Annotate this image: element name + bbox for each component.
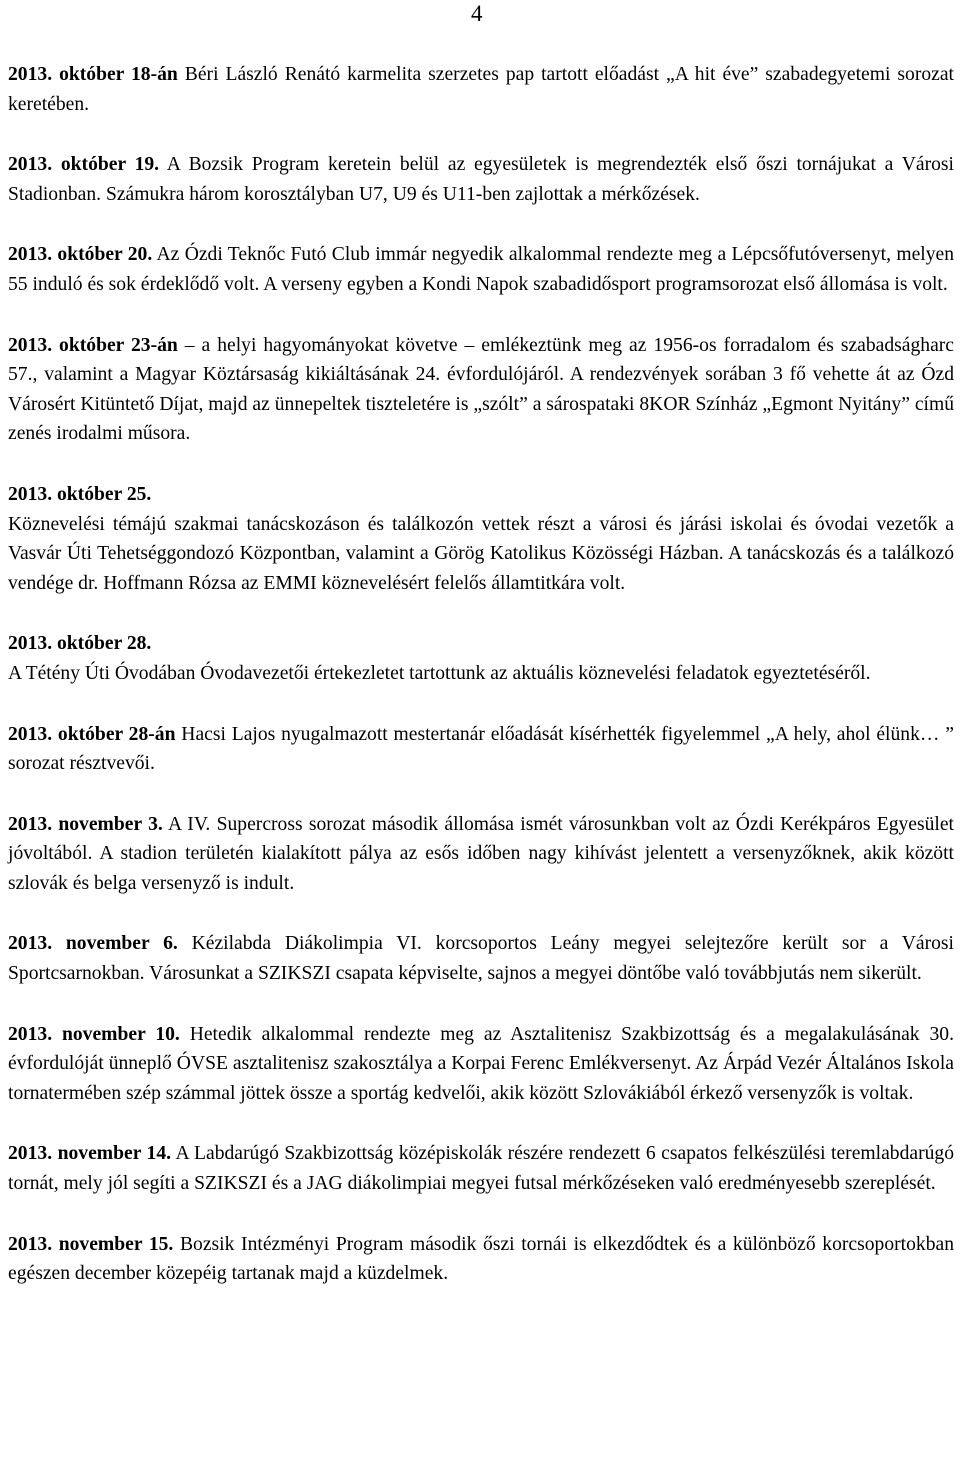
entry-text: A Labdarúgó Szakbizottság középiskolák részére rendezett 6 csapatos felkészülési teremlabdarúgó tornát, mely jól segíti a SZIKSZI és a JAG diákolimpiai megyei futsal mérkőzéseken való eredményesebb szereplését. (8, 1143, 954, 1195)
entry-text: Hetedik alkalommal rendezte meg az Asztalitenisz Szakbizottság és a megalakulásának 30. évfordulóját ünneplő ÓVSE asztalitenisz szakosztálya a Korpai Ferenc Emlékversenyt. Az Árpád Vezér Általános Iskola tornatermében szép számmal jöttek össze a sportág kedvelői, akik között Szlovákiából érkező versenyzők is voltak. (8, 1023, 954, 1104)
entry-date: 2013. november 15. (8, 1233, 174, 1255)
entry-nov-15 (8, 1230, 954, 1289)
entry-date: 2013. október 20. (8, 244, 153, 266)
entry-date: 2013. november 10. (8, 1023, 180, 1045)
entry-date: 2013. november 14. (8, 1143, 172, 1165)
entry-text: Köznevelési témájú szakmai tanácskozáson és találkozón vettek részt a városi és járási iskolai és óvodai vezetők a Vasvár Úti Tehetséggondozó Központban, valamint a Görög Katolikus Közösségi Házban. A tanácskozás és a találkozó vendége dr. Hoffmann Rózsa az EMMI köznevelésért felelős államtitkára volt. (8, 513, 954, 594)
entry-date: 2013. október 18-án (8, 64, 178, 85)
entry-oct-28 (8, 629, 954, 688)
page-content (8, 60, 954, 1320)
entry-oct-28-lecture (8, 720, 954, 779)
entry-date: 2013. november 3. (8, 813, 163, 835)
page-number: 4 (471, 1, 483, 26)
entry-text: Béri László Renátó karmelita szerzetes pap tartott előadást „A hit éve” szabadegyetemi sorozat keretében. (8, 64, 954, 115)
entry-nov-3 (8, 810, 954, 899)
entry-text: Bozsik Intézményi Program második őszi tornái is elkezdődtek és a különböző korcsoportokban egészen december közepéig tartanak majd a küzdelmek. (8, 1233, 954, 1285)
entry-oct-20 (8, 240, 954, 299)
entry-text: A Bozsik Program keretein belül az egyesületek is megrendezték első őszi tornájukat a Városi Stadionban. Számukra három korosztályban U7, U9 és U11-ben zajlottak a mérkőzések. (8, 154, 955, 205)
entry-oct-18 (8, 60, 954, 119)
entry-nov-10 (8, 1020, 954, 1109)
entry-oct-23 (8, 331, 954, 449)
entry-nov-6 (8, 929, 954, 988)
entry-text: A IV. Supercross sorozat második állomása ismét városunkban volt az Ózdi Kerékpáros Egyesület jóvoltából. A stadion területén kialakított pálya az esős időben nagy kihívást jelentett a versenyzőknek, akik között szlovák és belga versenyző is indult. (8, 813, 954, 894)
entry-date: 2013. október 19. (8, 154, 160, 176)
entry-text: Hacsi Lajos nyugalmazott mestertanár előadását kísérhették figyelemmel „A hely, ahol élünk… ” sorozat résztvevői. (8, 723, 954, 775)
entry-text: Az Ózdi Teknőc Futó Club immár negyedik alkalommal rendezte meg a Lépcsőfutóversenyt, melyen 55 induló és sok érdeklődő volt. A verseny egyben a Kondi Napok szabadidősport programsorozat első állomása is volt. (8, 244, 954, 295)
entry-text: A Tétény Úti Óvodában Óvodavezetői értekezletet tartottunk az aktuális köznevelési feladatok egyeztetéséről. (8, 662, 871, 684)
entry-date: 2013. november 6. (8, 933, 178, 955)
entry-text: Kézilabda Diákolimpia VI. korcsoportos Leány megyei selejtezőre került sor a Városi Sportcsarnokban. Városunkat a SZIKSZI csapata képviselte, sajnos a megyei döntőbe való továbbjutás nem sikerült. (8, 933, 955, 985)
entry-oct-25 (8, 480, 954, 598)
entry-date: 2013. október 28-án (8, 723, 176, 745)
entry-oct-19 (8, 150, 954, 209)
entry-nov-14 (8, 1139, 954, 1198)
entry-date: 2013. október 28. (8, 633, 152, 655)
entry-date: 2013. október 25. (8, 483, 152, 505)
entry-text: – a helyi hagyományokat követve – emlékeztünk meg az 1956-os forradalom és szabadságharc 57., valamint a Magyar Köztársaság kikiáltásának 24. évfordulójáról. A rendezvények sorában 3 fő vehette át az Ózd Városért Kitüntető Díjat, majd az ünnepeltek tiszteletére is „szólt” a sárospataki 8KOR Színház „Egmont Nyitány” című zenés irodalmi műsora. (8, 334, 954, 445)
entry-date: 2013. október 23-án (8, 334, 178, 356)
